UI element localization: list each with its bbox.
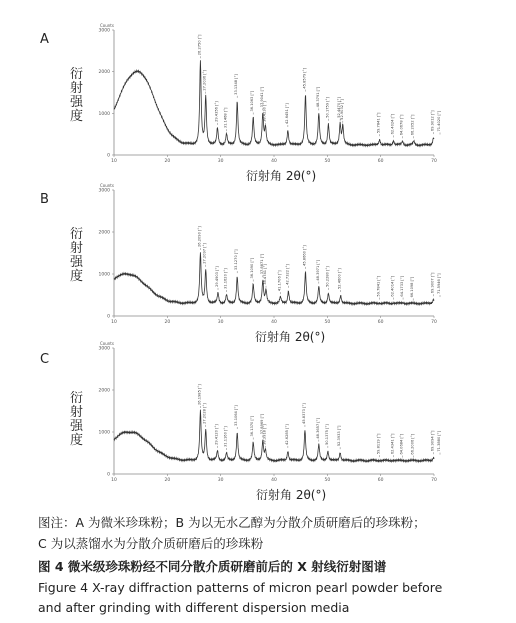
peak-label: 69.9012 [°]	[430, 110, 435, 132]
peak-label: 66.1098 [°]	[410, 276, 415, 298]
peak-label: 59.7841 [°]	[376, 275, 381, 297]
peak-label: 50.1759 [°]	[325, 97, 330, 118]
x-tick-label: 10	[111, 478, 117, 483]
peak-label: 41.1706 [°]	[277, 270, 282, 292]
peak-label: 45.8579 [°]	[302, 67, 307, 89]
x-tick-label: 10	[111, 159, 117, 164]
peak-label: 37.8969 [°]	[259, 413, 264, 435]
caption-title-cn: 图 4 微米级珍珠粉经不同分散介质研磨前后的 X 射线衍射图谱	[38, 559, 387, 574]
y-tick-label: 3000	[98, 188, 110, 194]
counts-label: Counts	[100, 341, 114, 346]
peak-label: 64.0684 [°]	[399, 433, 404, 455]
x-tick-label: 10	[111, 320, 117, 325]
peak-label: 45.8373 [°]	[301, 403, 306, 424]
y-tick-label: 1000	[98, 111, 110, 117]
x-tick-label: 60	[377, 320, 384, 325]
peak-label: 29.4903 [°]	[215, 266, 219, 287]
peak-label: 33.1348 [°]	[234, 74, 239, 95]
caption-note-line1: 图注：A 为微米珍珠粉；B 为以无水乙醇为分散介质研磨后的珍珠粉；	[38, 515, 426, 530]
peak-label: 62.4341 [°]	[390, 433, 395, 455]
y-tick-label: 2000	[98, 70, 110, 76]
diffraction-curve	[114, 410, 434, 462]
x-tick-label: 20	[164, 320, 171, 325]
x-tick-label: 20	[164, 159, 171, 164]
x-tick-label: 30	[217, 478, 224, 483]
peak-label: 71.4020 [°]	[437, 110, 441, 132]
x-tick-label: 40	[271, 478, 277, 483]
peak-label: 38.3918 [°]	[262, 424, 267, 445]
panel-c-xlabel: 衍射角 2θ(°)	[256, 488, 327, 502]
peak-label: 36.1063 [°]	[250, 90, 255, 112]
y-tick-label: 3000	[98, 346, 110, 352]
panel-a-letter: A	[40, 32, 49, 47]
peak-label: 26.2090 [°]	[197, 226, 202, 247]
peak-label: 31.1160 [°]	[223, 426, 228, 447]
peak-label: 37.9041 [°]	[259, 86, 264, 108]
peak-label: 69.9094 [°]	[430, 430, 435, 452]
peak-label: 69.9007 [°]	[430, 272, 435, 294]
peak-label: 50.1375 [°]	[324, 424, 329, 445]
x-tick-label: 70	[431, 320, 437, 325]
peak-label: 31.1468 [°]	[223, 107, 228, 129]
x-tick-label: 30	[217, 320, 224, 325]
peak-label: 29.4356 [°]	[214, 101, 219, 122]
y-tick-label: 3000	[98, 28, 110, 34]
peak-label: 27.2028 [°]	[202, 403, 207, 424]
peak-label: 42.6285 [°]	[284, 424, 289, 445]
x-tick-label: 60	[377, 478, 384, 483]
peak-label: 52.9032 [°]	[339, 99, 344, 120]
y-tick-label: 0	[107, 153, 110, 159]
peak-label: 42.7322 [°]	[285, 264, 290, 285]
panel-a-xlabel: 衍射角 2θ(°)	[246, 169, 317, 183]
x-tick-label: 60	[377, 159, 384, 164]
panel-b-xlabel: 衍射角 2θ(°)	[255, 330, 326, 344]
peak-label: 27.2097 [°]	[202, 243, 207, 264]
peak-label: 48.3791 [°]	[315, 86, 320, 108]
peak-label: 50.2280 [°]	[325, 266, 330, 287]
peak-label: 36.1370 [°]	[250, 415, 255, 437]
peak-label: 71.5946 [°]	[437, 273, 441, 295]
x-tick-label: 50	[324, 320, 331, 325]
x-tick-label: 40	[271, 159, 277, 164]
peak-label: 45.8660 [°]	[302, 245, 307, 266]
peak-label: 31.1620 [°]	[223, 268, 228, 289]
peak-label: 42.6451 [°]	[284, 103, 289, 125]
y-tick-label: 1000	[98, 272, 110, 278]
peak-label: 66.2006 [°]	[410, 433, 415, 455]
peak-label: 71.3880 [°]	[437, 431, 441, 452]
peak-label: 59.7841 [°]	[376, 112, 381, 134]
y-tick-label: 2000	[98, 230, 110, 236]
peak-label: 48.3971 [°]	[315, 259, 320, 281]
peak-label: 27.2036 [°]	[202, 70, 207, 91]
counts-label: Counts	[100, 183, 114, 188]
panel-b-letter: B	[40, 192, 49, 207]
y-tick-label: 0	[107, 314, 110, 320]
x-tick-label: 50	[324, 478, 331, 483]
caption-title-en-line1: Figure 4 X-ray diffraction patterns of micron pearl powder before	[38, 580, 443, 595]
peak-label: 33.1064 [°]	[234, 405, 239, 426]
x-tick-label: 30	[217, 159, 224, 164]
x-tick-label: 20	[164, 478, 171, 483]
peak-label: 26.1985 [°]	[197, 384, 202, 405]
panel-c-ylabel: 衍射强度	[70, 391, 84, 448]
peak-label: 33.1270 [°]	[234, 249, 239, 271]
y-tick-label: 2000	[98, 388, 110, 394]
y-tick-label: 1000	[98, 430, 110, 436]
x-tick-label: 70	[431, 159, 437, 164]
counts-label: Counts	[100, 23, 114, 28]
peak-label: 52.4600 [°]	[337, 268, 342, 290]
peak-label: 62.4014 [°]	[390, 275, 395, 297]
caption-note-line2: C 为以蒸馏水为分散介质研磨后的珍珠粉	[38, 536, 264, 551]
x-tick-label: 50	[324, 159, 331, 164]
peak-label: 59.8119 [°]	[376, 433, 381, 455]
peak-label: 38.4741 [°]	[263, 264, 267, 285]
peak-label: 64.0678 [°]	[399, 114, 404, 136]
peak-label: 62.4024 [°]	[390, 113, 395, 135]
peak-label: 52.4470 [°]	[337, 97, 342, 118]
panel-c-letter: C	[40, 352, 50, 367]
panel-b-ylabel: 衍射强度	[70, 227, 84, 284]
peak-label: 52.3933 [°]	[337, 425, 342, 447]
peak-label: 37.8871 [°]	[259, 253, 264, 275]
panel-a-ylabel: 衍射强度	[70, 67, 84, 124]
peak-label: 48.3657 [°]	[315, 417, 320, 439]
peak-label: 26.2750 [°]	[197, 34, 202, 56]
peak-label: 38.4230 [°]	[262, 101, 267, 122]
peak-label: 29.4120 [°]	[214, 424, 219, 445]
x-tick-label: 70	[431, 478, 437, 483]
peak-label: 64.1733 [°]	[400, 275, 405, 297]
caption-title-en-line2: and after grinding with different dispersion media	[38, 600, 350, 615]
x-tick-label: 40	[271, 320, 277, 325]
peak-label: 36.1090 [°]	[250, 257, 255, 279]
y-tick-label: 0	[107, 472, 110, 478]
peak-label: 66.2052 [°]	[410, 114, 415, 136]
